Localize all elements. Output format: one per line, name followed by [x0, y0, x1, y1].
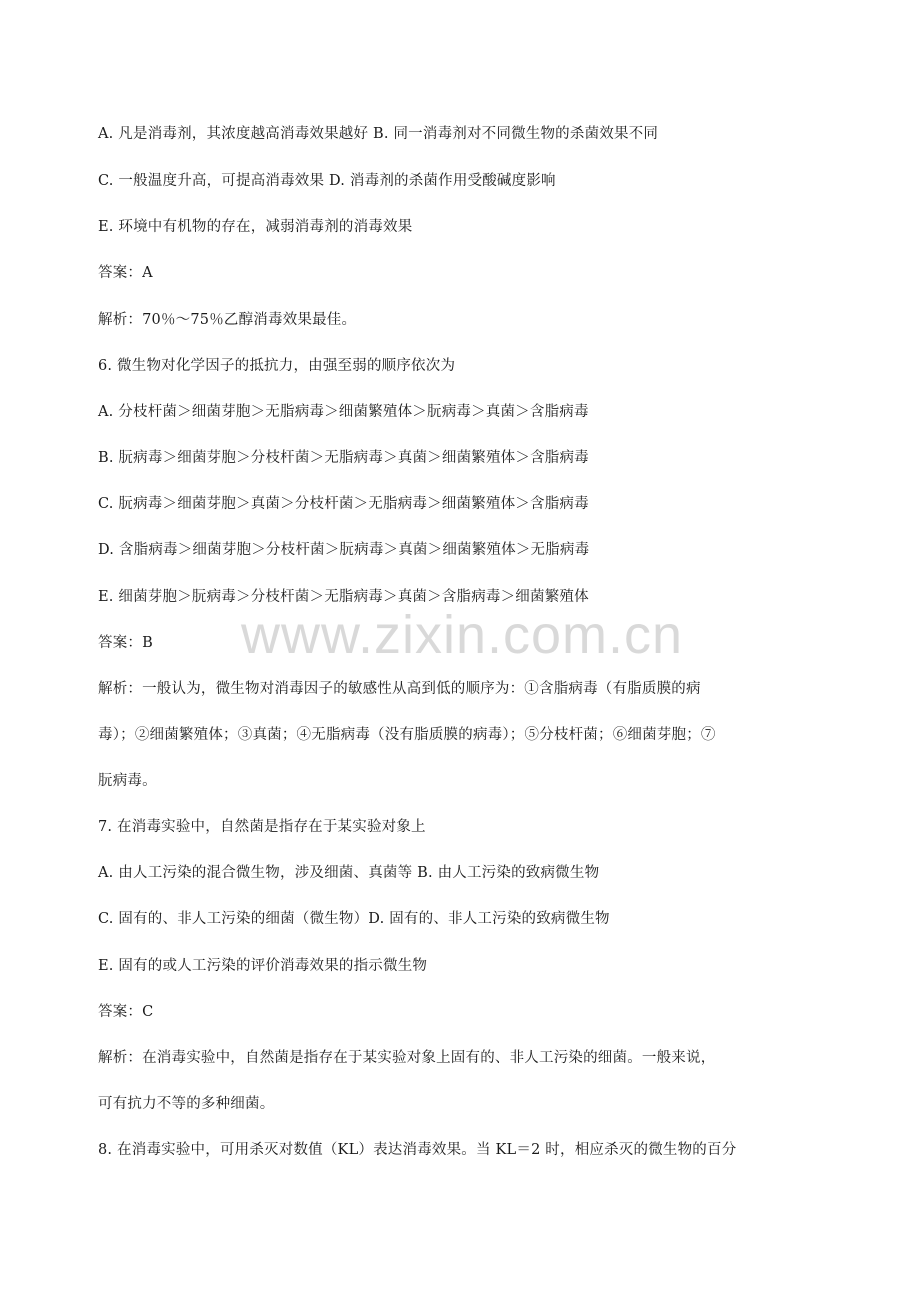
question-6-explanation-line-3: 朊病毒。	[98, 773, 157, 789]
question-5-options-ab: A. 凡是消毒剂，其浓度越高消毒效果越好 B. 同一消毒剂对不同微生物的杀菌效果不同	[98, 126, 659, 142]
question-7-option-e: E. 固有的或人工污染的评价消毒效果的指示微生物	[98, 958, 428, 974]
question-6-answer: 答案：B	[98, 635, 153, 651]
question-6-option-d: D. 含脂病毒＞细菌芽胞＞分枝杆菌＞朊病毒＞真菌＞细菌繁殖体＞无脂病毒	[98, 542, 590, 558]
question-6-option-c: C. 朊病毒＞细菌芽胞＞真菌＞分枝杆菌＞无脂病毒＞细菌繁殖体＞含脂病毒	[98, 496, 589, 512]
question-6-option-b: B. 朊病毒＞细菌芽胞＞分枝杆菌＞无脂病毒＞真菌＞细菌繁殖体＞含脂病毒	[98, 450, 589, 466]
question-5-explanation: 解析：70％～75％乙醇消毒效果最佳。	[98, 312, 357, 328]
question-6-explanation-line-2: 毒）；②细菌繁殖体；③真菌；④无脂病毒（没有脂质膜的病毒）；⑤分枝杆菌；⑥细菌芽胞；⑦	[98, 727, 716, 743]
question-5-option-e: E. 环境中有机物的存在，减弱消毒剂的消毒效果	[98, 219, 413, 235]
question-7-options-cd: C. 固有的、非人工污染的细菌（微生物）D. 固有的、非人工污染的致病微生物	[98, 911, 610, 927]
question-6-explanation-line-1: 解析：一般认为，微生物对消毒因子的敏感性从高到低的顺序为：①含脂病毒（有脂质膜的病	[98, 681, 701, 697]
question-6-stem: 6. 微生物对化学因子的抵抗力，由强至弱的顺序依次为	[98, 358, 456, 374]
question-8-stem: 8. 在消毒实验中，可用杀灭对数值（KL）表达消毒效果。当 KL＝2 时，相应杀灭的微生物的百分	[98, 1142, 737, 1158]
question-7-explanation-line-2: 可有抗力不等的多种细菌。	[98, 1096, 275, 1112]
question-7-options-ab: A. 由人工污染的混合微生物，涉及细菌、真菌等 B. 由人工污染的致病微生物	[98, 865, 600, 881]
question-5-answer: 答案：A	[98, 265, 153, 281]
question-6-option-a: A. 分枝杆菌＞细菌芽胞＞无脂病毒＞细菌繁殖体＞朊病毒＞真菌＞含脂病毒	[98, 404, 589, 420]
question-7-stem: 7. 在消毒实验中，自然菌是指存在于某实验对象上	[98, 819, 426, 835]
question-5-options-cd: C. 一般温度升高，可提高消毒效果 D. 消毒剂的杀菌作用受酸碱度影响	[98, 173, 556, 189]
question-7-answer: 答案：C	[98, 1004, 154, 1020]
watermark-text: www.zixin.com.cn	[240, 605, 684, 665]
question-7-explanation-line-1: 解析：在消毒实验中，自然菌是指存在于某实验对象上固有的、非人工污染的细菌。一般来说，	[98, 1050, 716, 1066]
question-6-option-e: E. 细菌芽胞＞朊病毒＞分枝杆菌＞无脂病毒＞真菌＞含脂病毒＞细菌繁殖体	[98, 589, 589, 605]
